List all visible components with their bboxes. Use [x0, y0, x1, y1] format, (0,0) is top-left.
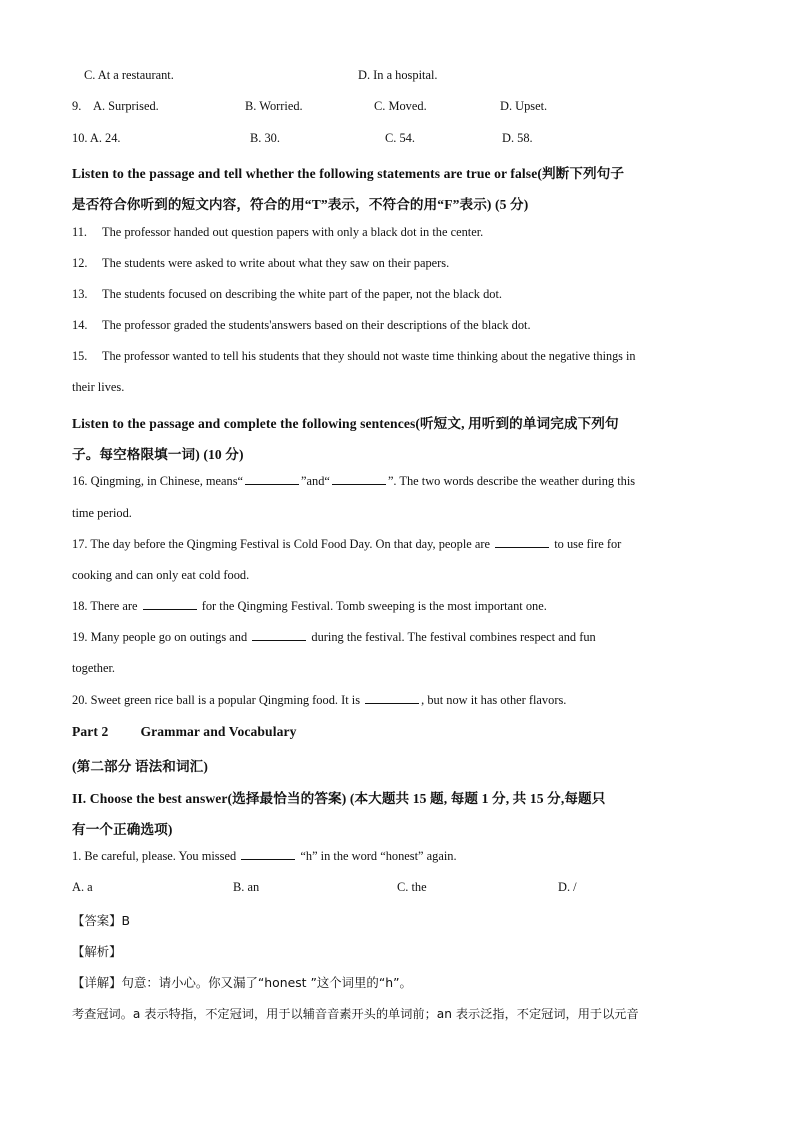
- completion-18: [72, 599, 547, 614]
- section2-header-line2: 有一个正确选项): [72, 822, 173, 837]
- tf-statement-14: [72, 318, 531, 333]
- q20-blank[interactable]: [365, 693, 419, 704]
- q10-option-a: 10. A. 24.: [72, 131, 121, 145]
- tf-text: The students were asked to write about what they saw on their papers.: [102, 256, 450, 270]
- q17-text-b: to use fire for: [554, 537, 622, 551]
- completion-section-header-line2: 子。每空格限填一词) (10 分): [72, 447, 244, 462]
- q10-option-b: B. 30.: [250, 131, 280, 145]
- completion-19-cont: together.: [72, 661, 116, 675]
- completion-20: [72, 693, 566, 708]
- q17-blank[interactable]: [495, 537, 549, 548]
- q10-option-d: D. 58.: [502, 131, 533, 145]
- q20-text-a: 20. Sweet green rice ball is a popular Qingming food. It is: [72, 693, 361, 707]
- tf-text: The professor wanted to tell his students that they should not waste time thinking about the negative things in: [102, 349, 636, 363]
- q16-text-c: ”. The two words describe the weather during this: [387, 474, 636, 488]
- q18-text-b: for the Qingming Festival. Tomb sweeping is the most important one.: [201, 599, 547, 613]
- q1-blank[interactable]: [241, 849, 295, 860]
- tf-number: 14.: [72, 318, 88, 332]
- part2-heading: [72, 724, 297, 740]
- q18-blank[interactable]: [143, 599, 197, 610]
- tf-text: The students focused on describing the white part of the paper, not the black dot.: [102, 287, 503, 301]
- tf-number: 12.: [72, 256, 88, 270]
- tf-number: 11.: [72, 225, 88, 239]
- completion-16: [72, 474, 635, 489]
- tf-section-header-line2: 是否符合你听到的短文内容，符合的用“T”表示，不符合的用“F”表示) (5 分): [72, 197, 529, 212]
- analysis-label: 【解析】: [72, 944, 122, 959]
- explanation-text: 考查冠词。a 表示特指，不定冠词，用于以辅音音素开头的单词前；an 表示泛指，不定冠词，用于以元音: [72, 1007, 639, 1021]
- q1-option-a: A. a: [72, 880, 93, 894]
- tf-text: The professor graded the students'answers based on their descriptions of the black dot.: [102, 318, 531, 332]
- q19-blank[interactable]: [252, 630, 306, 641]
- completion-section-header-line1: Listen to the passage and complete the following sentences(听短文, 用听到的单词完成下列句: [72, 416, 619, 431]
- q9-option-b: B. Worried.: [245, 99, 303, 113]
- q18-text-a: 18. There are: [72, 599, 138, 613]
- q8-option-c: C. At a restaurant.: [84, 68, 174, 82]
- tf-text: The professor handed out question papers with only a black dot in the center.: [102, 225, 484, 239]
- q9-number: 9.: [72, 99, 82, 113]
- tf-statement-13: [72, 287, 502, 302]
- q9-option-c: C. Moved.: [374, 99, 427, 113]
- q19-text-b: during the festival. The festival combines respect and fun: [311, 630, 596, 644]
- tf-statement-15-cont: their lives.: [72, 380, 125, 394]
- q1-stem-b: “h” in the word “honest” again.: [300, 849, 457, 863]
- tf-statement-15: [72, 349, 635, 364]
- tf-number: 15.: [72, 349, 88, 363]
- part2-title: Grammar and Vocabulary: [140, 724, 297, 739]
- q17-text-a: 17. The day before the Qingming Festival is Cold Food Day. On that day, people are: [72, 537, 490, 551]
- q1-stem-a: 1. Be careful, please. You missed: [72, 849, 237, 863]
- part2-label: Part 2: [72, 724, 109, 739]
- q16-text-a: 16. Qingming, in Chinese, means“: [72, 474, 244, 488]
- q16-blank-2[interactable]: [332, 474, 386, 485]
- section2-header-line1: II. Choose the best answer(选择最恰当的答案) (本大题共 15 题, 每题 1 分, 共 15 分,每题只: [72, 791, 606, 806]
- tf-statement-11: [72, 225, 483, 240]
- q9-option-d: D. Upset.: [500, 99, 548, 113]
- tf-statement-12: [72, 256, 449, 271]
- completion-17: [72, 537, 621, 552]
- q1-option-c: C. the: [397, 880, 427, 894]
- q19-text-a: 19. Many people go on outings and: [72, 630, 248, 644]
- q1-option-b: B. an: [233, 880, 260, 894]
- q10-option-c: C. 54.: [385, 131, 415, 145]
- completion-19: [72, 630, 596, 645]
- part2-cn-heading: (第二部分 语法和词汇): [72, 759, 208, 774]
- detail-text: 【详解】句意：请小心。你又漏了“honest ”这个词里的“h”。: [72, 975, 412, 990]
- tf-number: 13.: [72, 287, 88, 301]
- q1-option-d: D. /: [558, 880, 577, 894]
- q16-blank-1[interactable]: [245, 474, 299, 485]
- q9-option-a: A. Surprised.: [93, 99, 159, 113]
- q20-text-b: , but now it has other flavors.: [421, 693, 567, 707]
- q16-text-b: ”and“: [301, 474, 330, 488]
- question-1-stem: [72, 849, 457, 864]
- q8-option-d: D. In a hospital.: [358, 68, 438, 82]
- completion-16-cont: time period.: [72, 506, 132, 520]
- answer-label: 【答案】B: [72, 913, 131, 928]
- tf-section-header-line1: Listen to the passage and tell whether the following statements are true or false(判断下列句子: [72, 166, 625, 181]
- completion-17-cont: cooking and can only eat cold food.: [72, 568, 250, 582]
